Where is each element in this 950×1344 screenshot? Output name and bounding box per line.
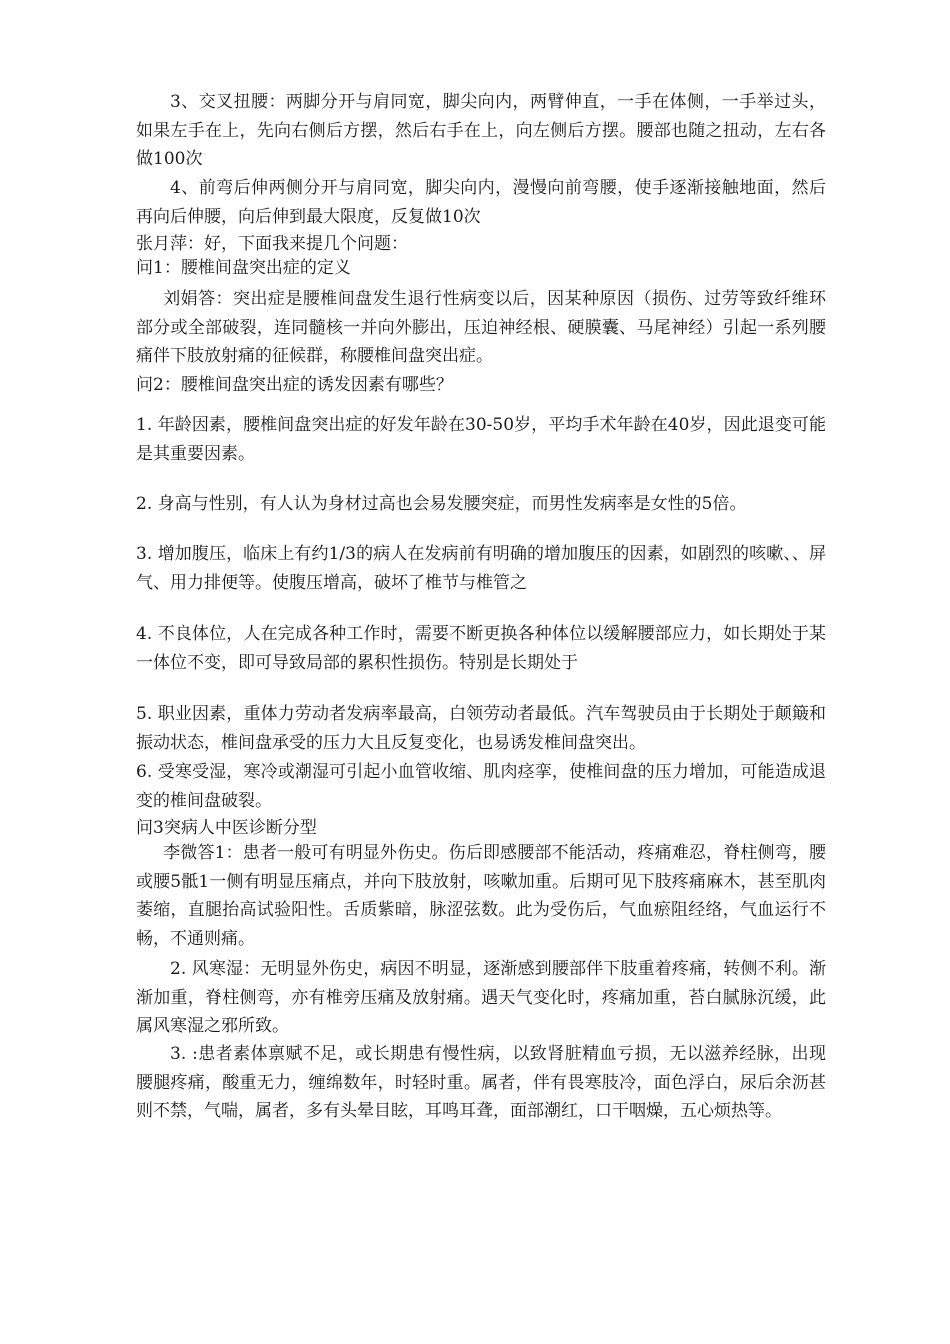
question-3-heading: 问3突病人中医诊断分型 <box>136 818 317 838</box>
paragraph-exercise-4: 4、前弯后伸两侧分开与肩同宽，脚尖向内，漫慢向前弯腰，使手逐渐接触地面，然后再向后伸腰，向后伸到最大限度，反复做10次 <box>136 178 826 227</box>
answer-3-type-1: 李微答1：患者一般可有明显外伤史。伤后即感腰部不能活动，疼痛难忍，脊柱侧弯，腰或腰5骶1一侧有明显压痛点，并向下肢放射，咳嗽加重。后期可见下肢疼痛麻木，甚至肌肉萎缩，直腿抬高试验阳性。舌质紫暗，脉涩弦数。此为受伤后，气血瘀阻经络，气血运行不畅，不通则痛。 <box>136 843 826 949</box>
question-1-heading: 问1：腰椎间盘突出症的定义 <box>136 258 351 278</box>
answer-1-liu: 刘娟答：突出症是腰椎间盘发生退行性病变以后，因某种原因（损伤、过劳等致纤维环部分或全部破裂，连同髓核一并向外膨出，压迫神经根、硬膜囊、马尾神经）引起一系列腰痛伴下肢放射痛的征候群，称腰椎间盘突出症。 <box>136 289 826 366</box>
factor-6-cold-damp: 6. 受寒受湿，寒冷或潮湿可引起小血管收缩、肌肉痉挛，使椎间盘的压力增加，可能造成退变的椎间盘破裂。 <box>136 762 826 811</box>
factor-5-occupation: 5. 职业因素，重体力劳动者发病率最高，白领劳动者最低。汽车驾驶员由于长期处于颠簸和振动状态，椎间盘承受的压力大且反复变化，也易诱发椎间盘突出。 <box>136 704 826 753</box>
answer-3-type-2-wind-cold-damp: 2. 风寒湿：无明显外伤史，病因不明显，逐渐感到腰部伴下肢重着疼痛，转侧不利。渐渐加重，脊柱侧弯，亦有椎旁压痛及放射痛。遇天气变化时，疼痛加重，苔白腻脉沉缓，此属风寒湿之邪所致。 <box>136 959 826 1036</box>
factor-2-height-gender: 2. 身高与性别，有人认为身材过高也会易发腰突症，而男性发病率是女性的5倍。 <box>136 494 747 514</box>
question-2-heading: 问2：腰椎间盘突出症的诱发因素有哪些？ <box>136 375 453 395</box>
paragraph-speaker-zhang: 张月萍：好，下面我来提几个问题： <box>136 234 408 254</box>
factor-1-age: 1. 年龄因素，腰椎间盘突出症的好发年龄在30-50岁，平均手术年龄在40岁，因此退变可能是其重要因素。 <box>136 415 826 464</box>
factor-4-posture: 4. 不良体位，人在完成各种工作时，需要不断更换各种体位以缓解腰部应力，如长期处于某一体位不变，即可导致局部的累积性损伤。特别是长期处于 <box>136 624 826 673</box>
factor-3-abdominal-pressure: 3. 增加腹压，临床上有约1/3的病人在发病前有明确的增加腹压的因素，如剧烈的咳嗽、、屏气、用力排便等。使腹压增高，破坏了椎节与椎管之 <box>136 544 826 593</box>
paragraph-exercise-3: 3、交叉扭腰：两脚分开与肩同宽，脚尖向内，两臂伸直，一手在体侧，一手举过头，如果左手在上，先向右侧后方摆，然后右手在上，向左侧后方摆。腰部也随之扭动，左右各做100次 <box>136 92 826 169</box>
answer-3-type-3: 3. :患者素体禀赋不足，或长期患有慢性病，以致肾脏精血亏损，无以滋养经脉，出现腰腿疼痛，酸重无力，缠绵数年，时轻时重。属者，伴有畏寒肢冷，面色浮白，尿后余沥甚则不禁，气喘，属者，多有头晕目眩，耳鸣耳聋，面部潮红，口干咽燥，五心烦热等。 <box>136 1044 826 1121</box>
